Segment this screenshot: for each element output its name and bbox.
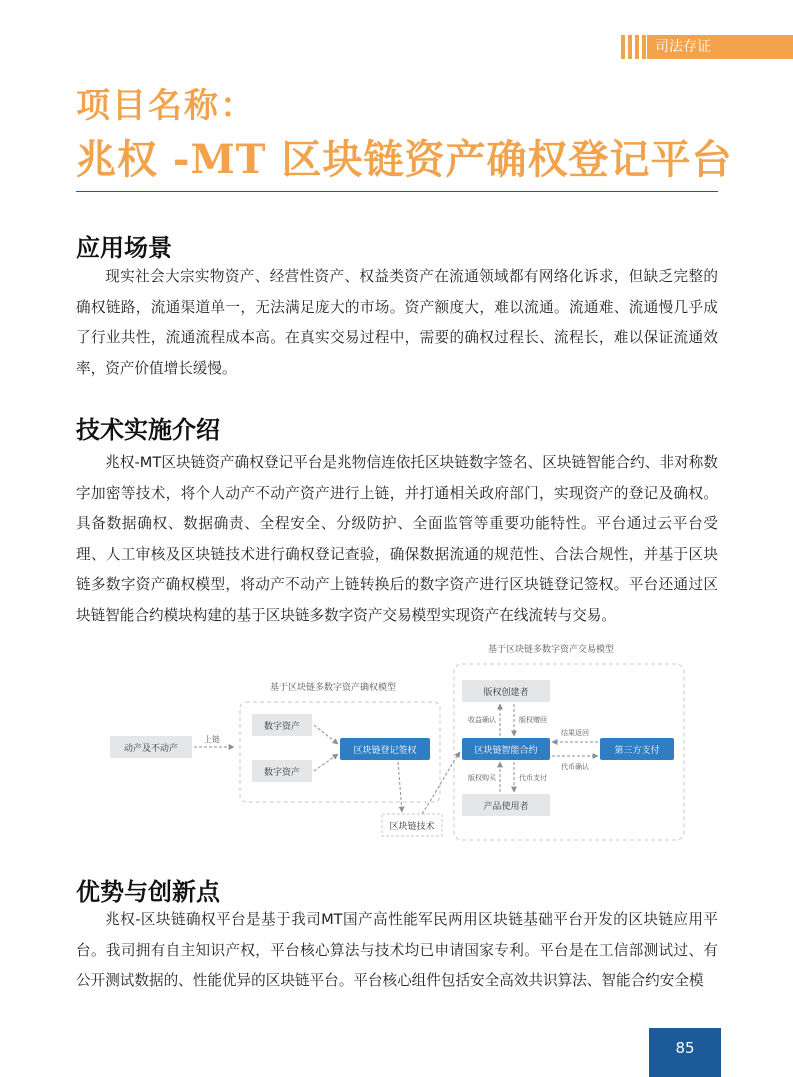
registry-tech-arrow — [398, 762, 402, 812]
smart-contract-label: 区块链智能合约 — [474, 746, 538, 756]
blockchain-model-diagram — [110, 636, 690, 842]
title-divider — [76, 191, 718, 192]
paragraph-advantage: 兆权-区块链确权平台是基于我司MT国产高性能军民两用区块链基础平台开发的区块链应用平台。我司拥有自主知识产权，平台核心算法与技术均已申请国家专利。平台是在工信部测试过、有公开测试数据的、性能优异的区块链平台。平台核心组件包括安全高效共识算法、智能合约安全模 — [76, 911, 718, 989]
digital-asset-label-1: 数字资产 — [263, 722, 301, 732]
confirm-model-title: 基于区块链多数字资产确权模型 — [270, 683, 397, 693]
paragraph-tech: 兆权-MT区块链资产确权登记平台是兆物信连依托区块链数字签名、区块链智能合约、非对称数字加密等技术，将个人动产不动产资产进行上链，并打通相关政府部门，实现资产的登记及确权。具备数据确权、数据确责、全程安全、分级防护、全面监管等重要功能特性。平台通过云平台受理、人工审核及区块链技术进行确权登记查验，确保数据流通的规范性、合法合规性，并基于区块链多数字资产确权模型，将动产不动产上链转换后的数字资产进行区块链登记签权。平台还通过区块链智能合约模块构建的基于区块链多数字资产交易模型实现资产在线流转与交易。 — [76, 454, 718, 624]
income-label: 收益确认 — [468, 716, 496, 724]
project-name-label: 项目名称： — [76, 86, 256, 126]
heading-scenario: 应用场景 — [76, 233, 172, 262]
token-label: 代币确认 — [561, 763, 589, 771]
trade-model-title: 基于区块链多数字资产交易模型 — [488, 645, 615, 655]
buy-label: 版权购买 — [468, 774, 496, 782]
user-label: 产品使用者 — [483, 802, 529, 812]
source-label: 动产及不动产 — [123, 744, 179, 754]
section-tag — [621, 35, 793, 59]
project-title: 兆权 -MT 区块链资产确权登记平台 — [76, 136, 733, 183]
asset1-arrow — [314, 725, 338, 744]
digital-asset-label-2: 数字资产 — [263, 768, 301, 778]
third-party-label: 第三方支付 — [614, 746, 660, 756]
tag-bars — [621, 35, 646, 59]
uplink-label: 上链 — [204, 735, 220, 744]
creator-label: 版权创建者 — [483, 688, 529, 698]
heading-advantage: 优势与创新点 — [76, 877, 220, 906]
registry-label: 区块链登记签权 — [353, 746, 417, 756]
asset2-arrow — [314, 754, 338, 771]
gift-label: 版权赠回 — [519, 716, 547, 724]
heading-tech: 技术实施介绍 — [76, 415, 220, 444]
blockchain-tech-label: 区块链技术 — [389, 822, 435, 832]
pay-label: 代币支付 — [519, 774, 547, 782]
section-tag-label: 司法存证 — [647, 35, 793, 59]
paragraph-scenario: 现实社会大宗实物资产、经营性资产、权益类资产在流通领域都有网络化诉求，但缺乏完整的确权链路，流通渠道单一，无法满足庞大的市场。资产额度大，难以流通。流通难、流通慢几乎成了行业共性，流通流程成本高。在真实交易过程中，需要的确权过程长、流程长，难以保证流通效率，资产价值增长缓慢。 — [76, 268, 718, 377]
result-label: 结果返回 — [561, 729, 589, 737]
page-number: 85 — [649, 1028, 721, 1077]
